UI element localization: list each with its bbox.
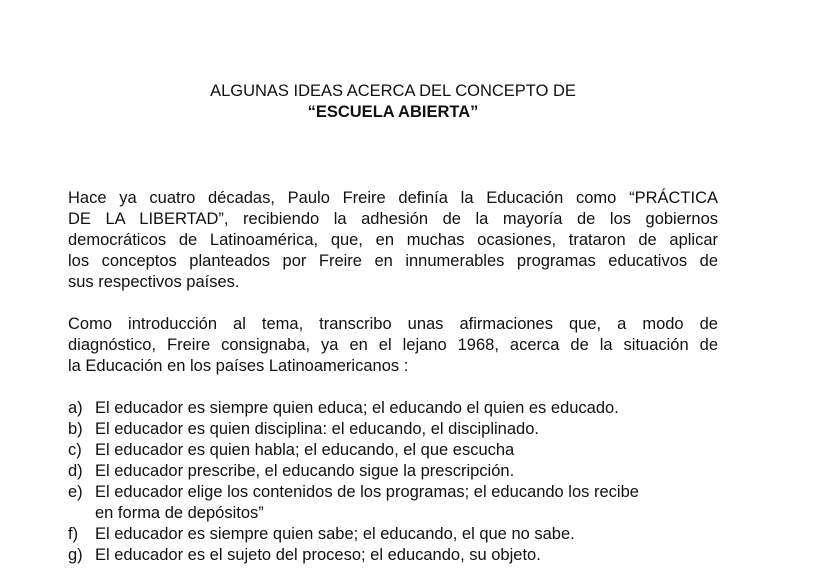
list-item [68, 461, 768, 482]
title-line-1: ALGUNAS IDEAS ACERCA DEL CONCEPTO DE [210, 82, 576, 100]
list-item-text: El educador es quien disciplina: el educando, el disciplinado. [95, 420, 539, 438]
paragraph-intro [68, 188, 718, 293]
paragraph-line: sus respectivos países. [68, 273, 240, 291]
paragraph-line: los conceptos planteados por Freire en innumerables programas educativos de [68, 252, 718, 270]
list-item [68, 419, 768, 440]
list-item-continuation: en forma de depósitos” [95, 504, 264, 522]
list-item [68, 482, 768, 524]
list-marker: f) [68, 525, 79, 543]
list-item-text: El educador es quien habla; el educando, el que escucha [95, 441, 515, 459]
paragraph-line: democráticos de Latinoamérica, que, en muchas ocasiones, trataron de aplicar [68, 231, 718, 249]
list-marker: b) [68, 420, 83, 438]
list-item [68, 545, 768, 566]
paragraph-line: Como introducción al tema, transcribo unas afirmaciones que, a modo de [68, 315, 718, 333]
list-marker: c) [68, 441, 82, 459]
list-item [68, 398, 768, 419]
paragraph-line: diagnóstico, Freire consignaba, ya en el lejano 1968, acerca de la situación de [68, 336, 718, 354]
list-item-text: El educador elige los contenidos de los programas; el educando los recibe [95, 483, 639, 501]
list-item [68, 440, 768, 461]
list-marker: e) [68, 483, 83, 501]
paragraph-line: la Educación en los países Latinoamericanos : [68, 357, 409, 375]
list-marker: a) [68, 399, 83, 417]
document-title [0, 81, 786, 123]
list-item-text: El educador es el sujeto del proceso; el educando, su objeto. [95, 546, 541, 564]
list-item-text: El educador es siempre quien educa; el educando el quien es educado. [95, 399, 619, 417]
title-line-2: “ESCUELA ABIERTA” [307, 103, 479, 121]
paragraph-diagnosis [68, 314, 718, 377]
list-item [68, 524, 768, 545]
list-marker: d) [68, 462, 83, 480]
paragraph-line: DE LA LIBERTAD”, recibiendo la adhesión de la mayoría de los gobiernos [68, 210, 718, 228]
statements-list [68, 398, 768, 566]
list-item-text: El educador prescribe, el educando sigue la prescripción. [95, 462, 515, 480]
list-item-text: El educador es siempre quien sabe; el educando, el que no sabe. [95, 525, 575, 543]
paragraph-line: Hace ya cuatro décadas, Paulo Freire definía la Educación como “PRÁCTICA [68, 189, 718, 207]
list-marker: g) [68, 546, 83, 564]
